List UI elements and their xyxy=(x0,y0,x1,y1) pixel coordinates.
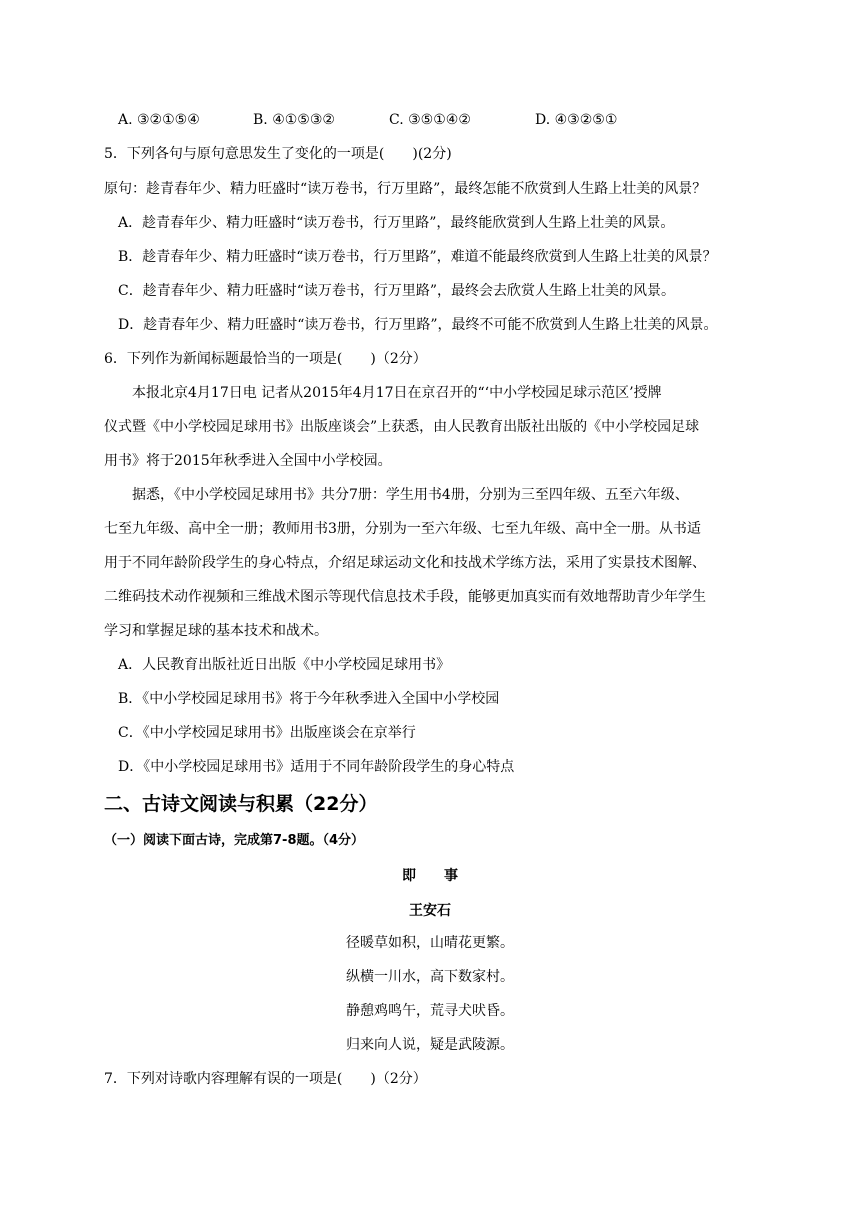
q6-option-b: B．《中小学校园足球用书》将于今年秋季进入全国中小学校园 xyxy=(118,691,500,707)
q5-option-c: C．趁青春年少、精力旺盛时“读万卷书，行万里路”，最终会去欣赏人生路上壮美的风景。 xyxy=(118,283,676,299)
q6-paragraph-2-line-1: 据悉，《中小学校园足球用书》共分7册：学生用书4册，分别为三至四年级、五至六年级、 xyxy=(132,487,689,503)
q6-option-a: A．人民教育出版社近日出版《中小学校园足球用书》 xyxy=(118,657,451,673)
poem-line-2: 纵横一川水，高下数家村。 xyxy=(346,969,514,985)
q6-option-c: C．《中小学校园足球用书》出版座谈会在京举行 xyxy=(118,725,416,741)
q4-option-a: A. ③②①⑤④ xyxy=(118,112,200,128)
q5-option-b: B．趁青春年少、精力旺盛时“读万卷书，行万里路”，难道不能最终欣赏到人生路上壮美的风景？ xyxy=(118,249,717,265)
q6-paragraph-2-line-3: 用于不同年龄阶段学生的身心特点，介绍足球运动文化和技战术学练方法，采用了实景技术图解、 xyxy=(104,555,706,571)
q4-option-d: D. ④③②⑤① xyxy=(535,112,618,128)
poem-line-3: 静憩鸡鸣午，荒寻犬吠昏。 xyxy=(346,1003,514,1019)
poem-line-4: 归来向人说，疑是武陵源。 xyxy=(346,1037,514,1053)
q4-option-b: B. ④①⑤③② xyxy=(253,112,335,128)
q6-option-d: D．《中小学校园足球用书》适用于不同年龄阶段学生的身心特点 xyxy=(118,759,515,775)
q5-option-d: D．趁青春年少、精力旺盛时“读万卷书，行万里路”，最终不可能不欣赏到人生路上壮美的风景。 xyxy=(118,317,718,333)
section-2-subheading: （一）阅读下面古诗，完成第7-8题。（4分） xyxy=(104,833,365,848)
poem-line-1: 径暖草如积，山晴花更繁。 xyxy=(346,935,514,951)
q5-stem: 5．下列各句与原句意思发生了变化的一项是( )(2分) xyxy=(104,146,452,162)
q5-option-a: A．趁青春年少、精力旺盛时“读万卷书，行万里路”，最终能欣赏到人生路上壮美的风景。 xyxy=(118,215,675,231)
section-2-heading: 二、古诗文阅读与积累（22分） xyxy=(104,793,378,815)
q4-option-c: C. ③⑤①④② xyxy=(389,112,471,128)
q6-paragraph-1-line-2: 仪式暨《中小学校园足球用书》出版座谈会”上获悉，由人民教育出版社出版的《中小学校园足球 xyxy=(104,419,700,435)
q6-paragraph-2-line-2: 七至九年级、高中全一册；教师用书3册，分别为一至六年级、七至九年级、高中全一册。从书适 xyxy=(104,521,701,537)
q7-stem: 7．下列对诗歌内容理解有误的一项是( )（2分） xyxy=(104,1071,427,1087)
poem-title: 即 事 xyxy=(402,868,458,884)
poem-author: 王安石 xyxy=(409,903,451,919)
q6-paragraph-2-line-4: 二维码技术动作视频和三维战术图示等现代信息技术手段，能够更加真实而有效地帮助青少年学生 xyxy=(104,589,706,605)
q5-original-sentence: 原句：趁青春年少、精力旺盛时“读万卷书，行万里路”，最终怎能不欣赏到人生路上壮美的风景？ xyxy=(104,181,707,197)
q6-paragraph-1-line-1: 本报北京4月17日电 记者从2015年4月17日在京召开的“‘中小学校园足球示范区’授牌 xyxy=(132,385,662,401)
q6-paragraph-2-line-5: 学习和掌握足球的基本技术和战术。 xyxy=(104,623,328,639)
q6-stem: 6．下列作为新闻标题最恰当的一项是( )（2分） xyxy=(104,351,427,367)
q6-paragraph-1-line-3: 用书》将于2015年秋季进入全国中小学校园。 xyxy=(104,453,392,469)
